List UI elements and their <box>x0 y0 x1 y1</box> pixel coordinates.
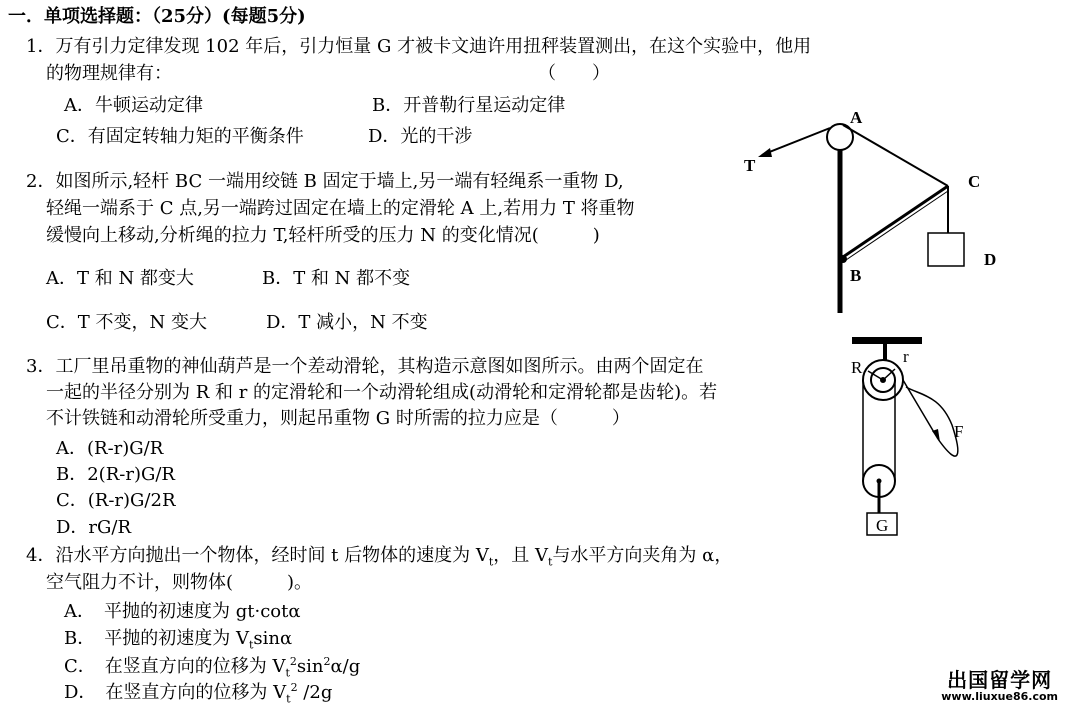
watermark-url: www.liuxue86.com <box>941 690 1058 703</box>
q2-line1: 2．如图所示,轻杆 BC 一端用绞链 B 固定于墙上,另一端有轻绳系一重物 D, <box>26 171 624 192</box>
label-t: T <box>744 156 756 175</box>
label-g: G <box>876 516 889 535</box>
label-f: F <box>954 422 964 441</box>
q1-option-c[interactable]: C．有固定转轴力矩的平衡条件 <box>56 126 304 147</box>
q4-line2: 空气阻力不计，则物体( )。 <box>46 572 313 593</box>
rope-a-c <box>843 125 948 186</box>
weight-d <box>928 233 964 266</box>
q3-line3: 不计铁链和动滑轮所受重力，则起吊重物 G 时所需的拉力应是（ ） <box>46 408 630 429</box>
ceiling-bar <box>852 337 922 344</box>
q2-option-b[interactable]: B．T 和 N 都不变 <box>262 268 411 289</box>
label-a: A <box>850 108 863 127</box>
q2-option-c[interactable]: C．T 不变，N 变大 <box>46 312 207 333</box>
q1-option-d[interactable]: D．光的干涉 <box>368 126 473 147</box>
q4-option-d[interactable]: D． 在竖直方向的位移为 $V_t^2$ /2g <box>64 681 333 706</box>
q3-option-d[interactable]: D．rG/R <box>56 517 132 538</box>
figure-pulley-rod-diagram <box>730 105 1010 320</box>
q3-line2: 一起的半径分别为 R 和 r 的定滑轮和一个动滑轮组成(动滑轮和定滑轮都是齿轮)。若 <box>46 382 718 403</box>
q1-line2: 的物理规律有： <box>46 63 172 84</box>
section-title: 一．单项选择题：（25分）(每题5分) <box>8 6 306 27</box>
q3-option-a[interactable]: A．(R-r)G/R <box>56 438 164 459</box>
arrow-t-icon <box>758 148 772 157</box>
arrow-f-icon <box>932 429 940 442</box>
watermark-logo <box>941 669 1058 703</box>
q4-option-a[interactable]: A． 平抛的初速度为 gt·cotα <box>64 601 301 622</box>
q3-option-c[interactable]: C．(R-r)G/2R <box>56 490 176 511</box>
q4-option-c[interactable]: C． 在竖直方向的位移为 $V_t^2\sin^2\alpha/g$ <box>64 655 361 680</box>
q3-line1: 3．工厂里吊重物的神仙葫芦是一个差动滑轮，其构造示意图如图所示。由两个固定在 <box>26 356 704 377</box>
q2-line3: 缓慢向上移动,分析绳的拉力 T,轻杆所受的压力 N 的变化情况( ) <box>46 225 600 246</box>
label-c: C <box>968 172 981 191</box>
q1-answer-paren: （ ） <box>538 63 610 84</box>
q4-option-b[interactable]: B． 平抛的初速度为 $V_t\sin\alpha$ <box>64 628 293 652</box>
hinge-b <box>839 255 847 263</box>
q1-line1: 1．万有引力定律发现 102 年后，引力恒量 G 才被卡文迪许用扭秤装置测出，在这个实验中，他用 <box>26 36 812 57</box>
label-d: D <box>984 250 997 269</box>
q2-option-a[interactable]: A．T 和 N 都变大 <box>46 268 194 289</box>
rope-to-t <box>762 128 830 155</box>
label-b: B <box>850 266 862 285</box>
watermark-name: 出国留学网 <box>947 668 1053 692</box>
q1-option-a[interactable]: A．牛顿运动定律 <box>64 95 203 116</box>
q1-option-b[interactable]: B．开普勒行星运动定律 <box>372 95 566 116</box>
q3-option-b[interactable]: B．2(R-r)G/R <box>56 464 175 485</box>
figure-differential-pulley <box>840 335 990 540</box>
label-r-small: r <box>903 347 909 366</box>
q2-line2: 轻绳一端系于 C 点,另一端跨过固定在墙上的定滑轮 A 上,若用力 T 将重物 <box>46 198 635 219</box>
label-r-big: R <box>851 358 863 377</box>
q2-option-d[interactable]: D．T 减小，N 不变 <box>266 312 428 333</box>
q4-line1: 4．沿水平方向抛出一个物体，经时间 t 后物体的速度为 $V_t$，且 $V_t$与水平方向夹角为 α， <box>26 545 733 569</box>
